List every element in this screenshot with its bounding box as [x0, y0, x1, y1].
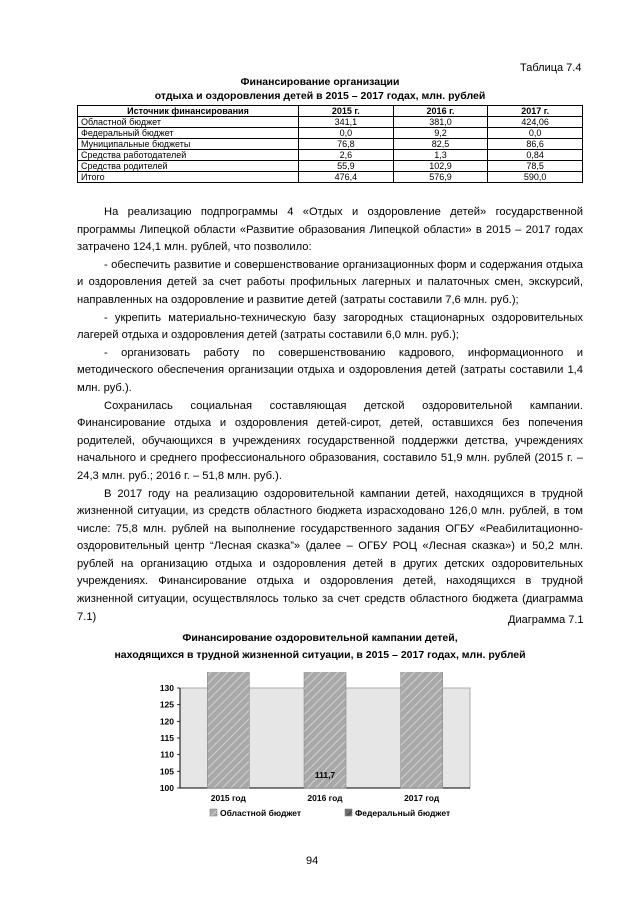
table-header-row: [78, 106, 583, 117]
paragraph: - обеспечить развитие и совершенствование организационных форм и содержания отдыха и оздоровления детей за счет работы профильных лагерных и палаточных смен, экскурсий, направленных на оздоровление и развитие детей (затраты составили 7,6 млн. руб.);: [77, 258, 583, 306]
row-source: Средства работодателей: [78, 150, 299, 161]
diagram-title-line2: находящихся в трудной жизненной ситуации, в 2015 – 2017 годах, млн. рублей: [114, 649, 526, 661]
diagram-title-line1: Финансирование оздоровительной кампании детей,: [182, 632, 458, 644]
table-label: Таблица 7.4: [520, 62, 582, 74]
x-tick-label: 2015 год: [210, 793, 246, 803]
table-row: [78, 161, 583, 172]
body-text: [77, 204, 583, 626]
value-2017: 424,06: [488, 117, 583, 128]
row-source: Средства родителей: [78, 161, 299, 172]
value-2016: 102,9: [393, 161, 488, 172]
table-row: [78, 139, 583, 150]
value-2016: 9,2: [393, 128, 488, 139]
legend-label: Областной бюджет: [220, 808, 302, 818]
bar-value-label: 111,7: [314, 770, 336, 780]
x-tick-label: 2017 год: [404, 793, 440, 803]
bar-regional: [207, 672, 249, 788]
table-row: [78, 150, 583, 161]
y-tick-label: 105: [159, 766, 174, 777]
value-2015: 76,8: [299, 139, 394, 150]
bar-regional: [401, 672, 443, 788]
value-2015: 341,1: [299, 117, 394, 128]
value-2015: 2,6: [299, 150, 394, 161]
paragraph: В 2017 году на реализацию оздоровительной кампании детей, находящихся в трудной жизненной ситуации, из средств областного бюджета израсходовано 126,0 млн. рублей, в том числе: 75,8 млн. рублей на выполнение государственного задания ОГБУ «Реабилитационно-оздоровительный центр “Лесная сказка”» (далее – ОГБУ РОЦ «Лесная сказка») и 50,2 млн. рублей на организацию отдыха и оздоровления детей в других детских оздоровительных учреждениях. Финансирование отдыха и оздоровления детей, находящихся в трудной жизненной ситуации, осуществлялось только за счет средств областного бюджета (диаграмма 7.1): [77, 487, 583, 623]
y-tick-label: 120: [159, 716, 174, 727]
value-2016: 576,9: [393, 172, 488, 183]
value-2016: 82,5: [393, 139, 488, 150]
row-source: Областной бюджет: [78, 117, 299, 128]
table-row: [78, 117, 583, 128]
column-header-2017: 2017 г.: [488, 106, 583, 117]
value-2017: 590,0: [488, 172, 583, 183]
x-tick-label: 2016 год: [307, 793, 343, 803]
table-title-line1: Финансирование организации: [240, 76, 400, 88]
value-2015: 0,0: [299, 128, 394, 139]
table-row: [78, 128, 583, 139]
paragraph: Сохранилась социальная составляющая детской оздоровительной кампании. Финансирование отдыха и оздоровления детей-сирот, детей, оставшихся без попечения родителей, обучающихся в учреждениях государственной поддержки детства, учреждениях начального и среднего профессионального образования, составило 51,9 млн. рублей (2015 г. – 24,3 млн. руб.; 2016 г. – 51,8 млн. руб.).: [77, 399, 583, 482]
value-2016: 381,0: [393, 117, 488, 128]
financing-chart: [100, 672, 500, 834]
page-number: 94: [306, 855, 319, 867]
column-header-source: Источник финансирования: [78, 106, 299, 117]
legend-label: Федеральный бюджет: [355, 808, 451, 818]
y-tick-label: 110: [160, 749, 174, 760]
row-source: Федеральный бюджет: [78, 128, 299, 139]
table-title-line2: отдыха и оздоровления детей в 2015 – 2017 годах, млн. рублей: [154, 90, 486, 102]
financing-table: [77, 105, 583, 183]
diagram-label: Диаграмма 7.1: [508, 614, 584, 626]
value-2016: 1,3: [393, 150, 488, 161]
value-2017: 86,6: [488, 139, 583, 150]
value-2017: 0,0: [488, 128, 583, 139]
legend-swatch: [345, 809, 352, 816]
paragraph: - организовать работу по совершенствованию кадрового, информационного и методического обеспечения организации отдыха и оздоровления детей (затраты составили 1,4 млн. руб.).: [77, 346, 583, 394]
value-2015: 55,9: [299, 161, 394, 172]
row-source: Итого: [78, 172, 299, 183]
paragraph: - укрепить материально-техническую базу загородных стационарных оздоровительных лагерей отдыха и оздоровления детей (затраты составили 6,0 млн. руб.);: [77, 311, 583, 342]
y-tick-label: 125: [159, 699, 174, 710]
paragraph: На реализацию подпрограммы 4 «Отдых и оздоровление детей» государственной программы Липецкой области «Развитие образования Липецкой области» в 2015 – 2017 годах затрачено 124,1 млн. рублей, что позволило:: [77, 206, 583, 254]
value-2015: 476,4: [299, 172, 394, 183]
y-tick-label: 115: [160, 733, 174, 743]
column-header-2015: 2015 г.: [299, 106, 394, 117]
row-source: Муниципальные бюджеты: [78, 139, 299, 150]
table-row-total: [78, 172, 583, 183]
value-2017: 0,84: [488, 150, 583, 161]
y-tick-label: 100: [159, 783, 174, 793]
legend-swatch: [210, 809, 217, 816]
column-header-2016: 2016 г.: [393, 106, 488, 117]
y-tick-label: 130: [159, 683, 174, 693]
value-2017: 78,5: [488, 161, 583, 172]
